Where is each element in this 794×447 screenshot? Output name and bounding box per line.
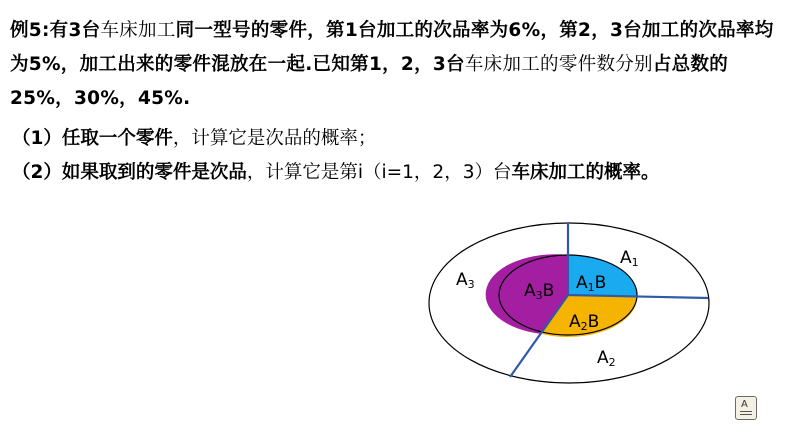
question-2-light: ，计算它是第i（i=1，2，3）台 (246, 162, 512, 183)
label-a1b: A1B (576, 273, 607, 294)
problem-intro-normal-1: 车床加工 (100, 20, 176, 41)
question-2-bold: （2）如果取到的零件是次品 (12, 162, 247, 183)
label-a3b: A3B (524, 281, 555, 302)
label-a2b: A2B (569, 312, 600, 333)
problem-intro-bold-2: 同一型号的零件，第1台加工的次品率为6%，第2，3台加工的次品率均为5%，加工出来的零件混放在一起.已知第1，2，3台 (10, 20, 774, 75)
question-1-bold: （1）任取一个零件 (12, 128, 173, 149)
problem-intro-normal-2: 车床加工的零件数分别 (464, 54, 653, 75)
problem-intro-bold-3: 占总数的25%，30%，45%. (10, 54, 729, 109)
label-a3: A3 (456, 270, 475, 291)
label-a2: A2 (597, 348, 616, 369)
problem-intro-bold-1: 例5:有3台 (10, 20, 101, 41)
question-2-bold-2: 车床加工的概率。 (511, 162, 660, 183)
question-1-light: ，计算它是次品的概率； (172, 128, 377, 149)
text-box-icon[interactable]: A (735, 396, 757, 420)
label-a1: A1 (620, 248, 639, 269)
